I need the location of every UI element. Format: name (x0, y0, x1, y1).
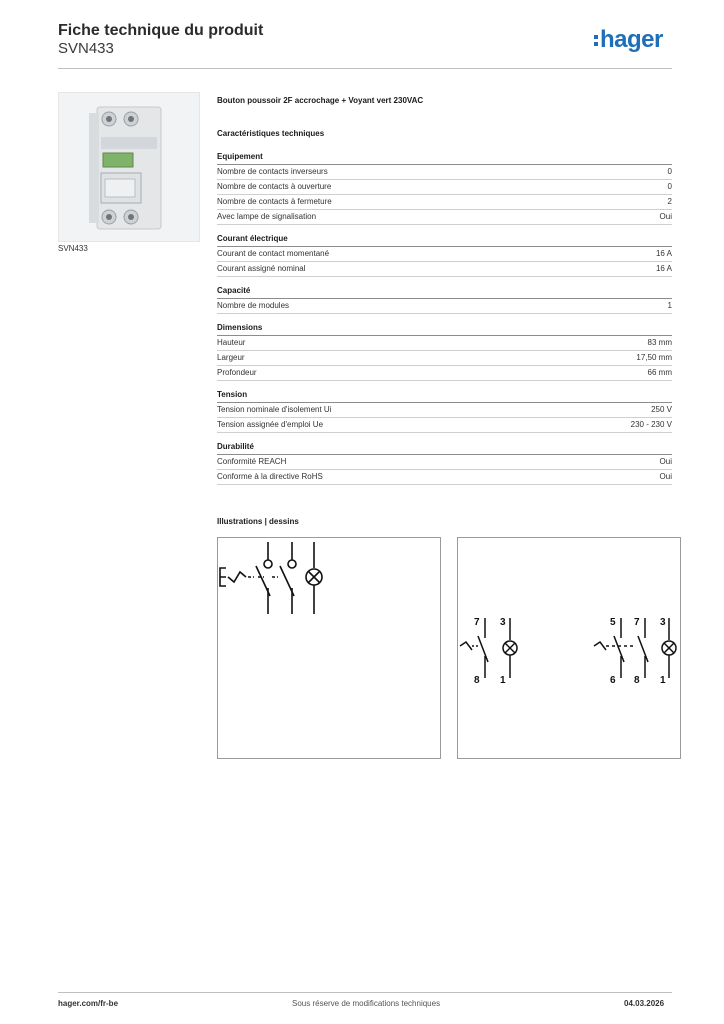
spec-value: 250 V (651, 405, 672, 414)
spec-value: 16 A (655, 264, 672, 273)
spec-label: Largeur (217, 353, 245, 362)
hager-logo (594, 26, 663, 54)
section-heading: Caractéristiques techniques (217, 129, 325, 138)
spec-label: Courant de contact momentané (217, 249, 330, 258)
spec-row (217, 247, 672, 262)
spec-row (217, 366, 672, 381)
spec-row (217, 336, 672, 351)
group-durabilite (217, 442, 672, 485)
technical-sheet (217, 96, 672, 494)
group-courant (217, 234, 672, 277)
spec-label: Tension assignée d'emploi Ue (217, 420, 324, 429)
group-tension (217, 390, 672, 433)
spec-label: Nombre de contacts à ouverture (217, 182, 332, 191)
symbol-diagram (217, 537, 441, 759)
spec-value: 0 (667, 167, 672, 176)
spec-row (217, 210, 672, 225)
spec-label: Courant assigné nominal (217, 264, 306, 273)
spec-value: 0 (667, 182, 672, 191)
spec-row (217, 180, 672, 195)
terminal-label: 6 (610, 675, 616, 686)
spec-row (217, 351, 672, 366)
illustrations-heading: Illustrations | dessins (217, 517, 299, 526)
spec-row (217, 470, 672, 485)
terminal-label: 7 (634, 617, 640, 628)
product-photo-drawing (59, 93, 199, 241)
footer-website-link[interactable]: hager.com/fr-be (58, 999, 119, 1008)
spec-label: Avec lampe de signalisation (217, 212, 317, 221)
spec-value: 16 A (655, 249, 672, 258)
spec-value: 2 (667, 197, 672, 206)
product-photo (58, 92, 200, 242)
spec-row (217, 262, 672, 277)
spec-label: Nombre de contacts à fermeture (217, 197, 332, 206)
spec-value: Oui (659, 472, 672, 481)
spec-row (217, 455, 672, 470)
terminal-label: 8 (634, 675, 640, 686)
terminal-label: 3 (500, 617, 506, 628)
terminal-label: 3 (660, 617, 666, 628)
group-capacite (217, 286, 672, 314)
spec-label: Nombre de contacts inverseurs (217, 167, 328, 176)
spec-label: Conforme à la directive RoHS (217, 472, 323, 481)
terminal-label: 8 (474, 675, 480, 686)
group-title: Courant électrique (217, 234, 672, 247)
terminal-label: 1 (660, 675, 666, 686)
spec-row (217, 165, 672, 180)
spec-row (217, 299, 672, 314)
spec-value: 17,50 mm (636, 353, 672, 362)
header-divider (58, 68, 672, 69)
footer-disclaimer: Sous réserve de modifications techniques (292, 999, 441, 1008)
product-title: Bouton poussoir 2F accrochage + Voyant vert 230VAC (217, 96, 424, 105)
group-title: Tension (217, 390, 672, 403)
group-dimensions (217, 323, 672, 381)
spec-value: 230 - 230 V (630, 420, 672, 429)
group-title: Equipement (217, 152, 672, 165)
spec-label: Nombre de modules (217, 301, 290, 310)
spec-label: Profondeur (217, 368, 257, 377)
terminal-label: 5 (610, 617, 616, 628)
wiring-symbol (458, 538, 680, 758)
terminal-label: 1 (500, 675, 506, 686)
page-title: Fiche technique du produit (58, 22, 264, 39)
footer-divider (58, 992, 672, 993)
spec-value: Oui (659, 212, 672, 221)
group-title: Dimensions (217, 323, 672, 336)
wiring-diagram (457, 537, 681, 759)
push-button-symbol (218, 538, 440, 758)
spec-value: 1 (667, 301, 672, 310)
spec-row (217, 418, 672, 433)
spec-label: Conformité REACH (217, 457, 287, 466)
spec-row (217, 403, 672, 418)
product-reference: SVN433 (58, 40, 114, 57)
photo-caption: SVN433 (58, 244, 88, 253)
spec-label: Tension nominale d'isolement Ui (217, 405, 332, 414)
spec-row (217, 195, 672, 210)
terminal-label: 7 (474, 617, 480, 628)
spec-value: 66 mm (647, 368, 672, 377)
footer-date: 04.03.2026 (624, 999, 665, 1008)
spec-value: 83 mm (647, 338, 672, 347)
group-title: Durabilité (217, 442, 672, 455)
group-title: Capacité (217, 286, 672, 299)
spec-value: Oui (659, 457, 672, 466)
spec-label: Hauteur (217, 338, 246, 347)
logo-text: hager (600, 26, 663, 53)
group-equipement (217, 152, 672, 225)
